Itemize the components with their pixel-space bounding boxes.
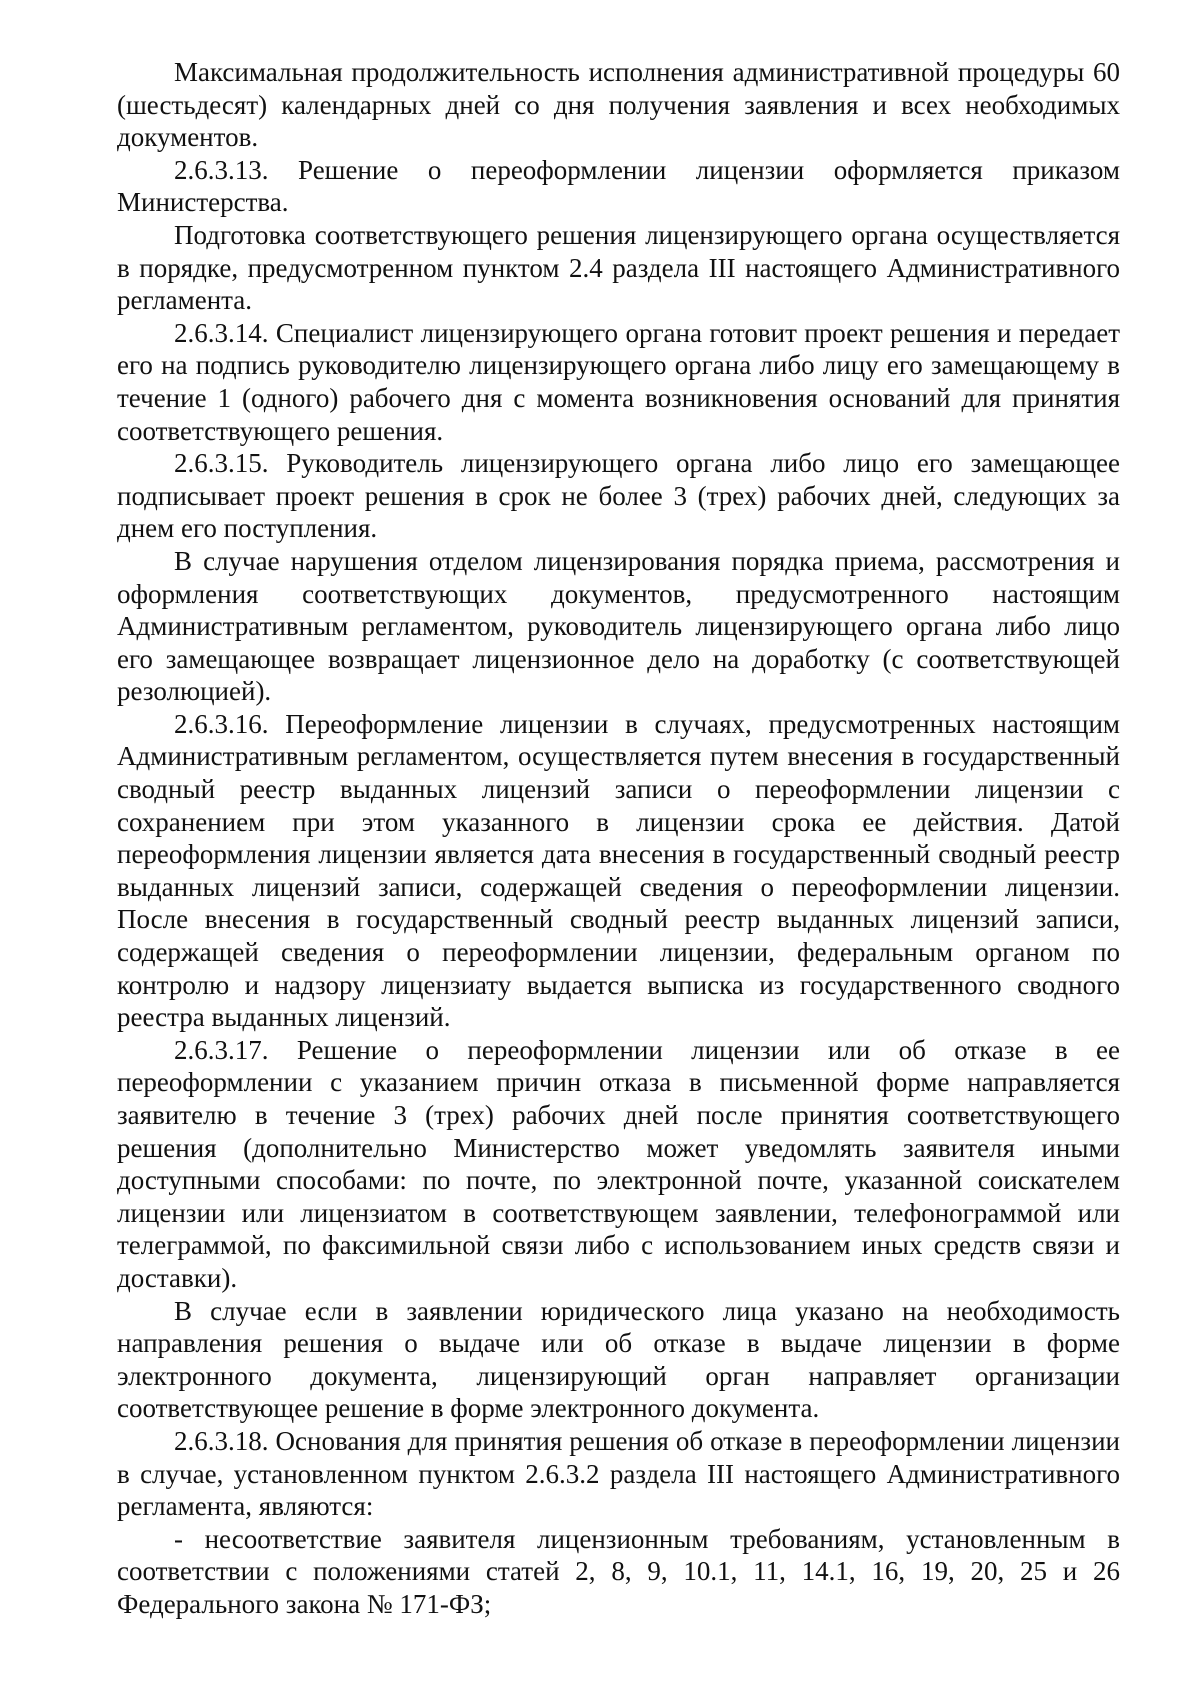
paragraph-violation-return: В случае нарушения отделом лицензирования порядка приема, рассмотрения и оформления соответствующих документов, предусмотренного настоящим Административным регламентом, руководитель лицензирующего органа либо лицо его замещающее возвращает лицензионное дело на доработку (с соответствующей резолюцией). — [117, 545, 1120, 707]
paragraph-2-6-3-15: 2.6.3.15. Руководитель лицензирующего органа либо лицо его замещающее подписывает проект решения в срок не более 3 (трех) рабочих дней, следующих за днем его поступления. — [117, 448, 1120, 544]
paragraph-2-6-3-18: 2.6.3.18. Основания для принятия решения об отказе в переоформлении лицензии в случае, установленном пунктом 2.6.3.2 раздела III настоящего Административного регламента, являются: — [117, 1425, 1120, 1522]
paragraph-2-6-3-16: 2.6.3.16. Переоформление лицензии в случаях, предусмотренных настоящим Административным регламентом, осуществляется путем внесения в государственный сводный реестр выданных лицензий записи о переоформлении лицензии с сохранением при этом указанного в лицензии срока ее действия. Датой переоформления лицензии является дата внесения в государственный сводный реестр выданных лицензий записи, содержащей сведения о переоформлении лицензии. После внесения в государственный сводный реестр выданных лицензий записи, содержащей сведения о переоформлении лицензии, федеральным органом по контролю и надзору лицензиату выдается выписка из государственного сводного реестра выданных лицензий. — [117, 708, 1120, 1033]
paragraph-list-item-noncompliance: - несоответствие заявителя лицензионным требованиям, установленным в соответствии с положениями статей 2, 8, 9, 10.1, 11, 14.1, 16, 19, 20, 25 и 26 Федерального закона № 171-ФЗ; — [117, 1523, 1120, 1619]
paragraph-2-6-3-17: 2.6.3.17. Решение о переоформлении лицензии или об отказе в ее переоформлении с указанием причин отказа в письменной форме направляется заявителю в течение 3 (трех) рабочих дней после принятия соответствующего решения (дополнительно Министерство может уведомлять заявителя иными доступными способами: по почте, по электронной почте, указанной соискателем лицензии или лицензиатом в соответствующем заявлении, телефонограммой или телеграммой, по факсимильной связи либо с использованием иных средств связи и доставки). — [117, 1034, 1120, 1293]
paragraph-electronic-document: В случае если в заявлении юридического лица указано на необходимость направления решения о выдаче или об отказе в выдаче лицензии в форме электронного документа, лицензирующий орган направляет организации соответствующее решение в форме электронного документа. — [117, 1295, 1120, 1424]
paragraph-2-6-3-13: 2.6.3.13. Решение о переоформлении лицензии оформляется приказом Министерства. — [117, 154, 1120, 218]
paragraph-max-duration: Максимальная продолжительность исполнения административной процедуры 60 (шестьдесят) календарных дней со дня получения заявления и всех необходимых документов. — [117, 57, 1120, 153]
paragraph-2-6-3-14: 2.6.3.14. Специалист лицензирующего органа готовит проект решения и передает его на подпись руководителю лицензирующего органа либо лицу его замещающему в течение 1 (одного) рабочего дня с момента возникновения оснований для принятия соответствующего решения. — [117, 317, 1120, 446]
paragraph-decision-preparation: Подготовка соответствующего решения лицензирующего органа осуществляется в порядке, предусмотренном пунктом 2.4 раздела III настоящего Административного регламента. — [117, 219, 1120, 316]
